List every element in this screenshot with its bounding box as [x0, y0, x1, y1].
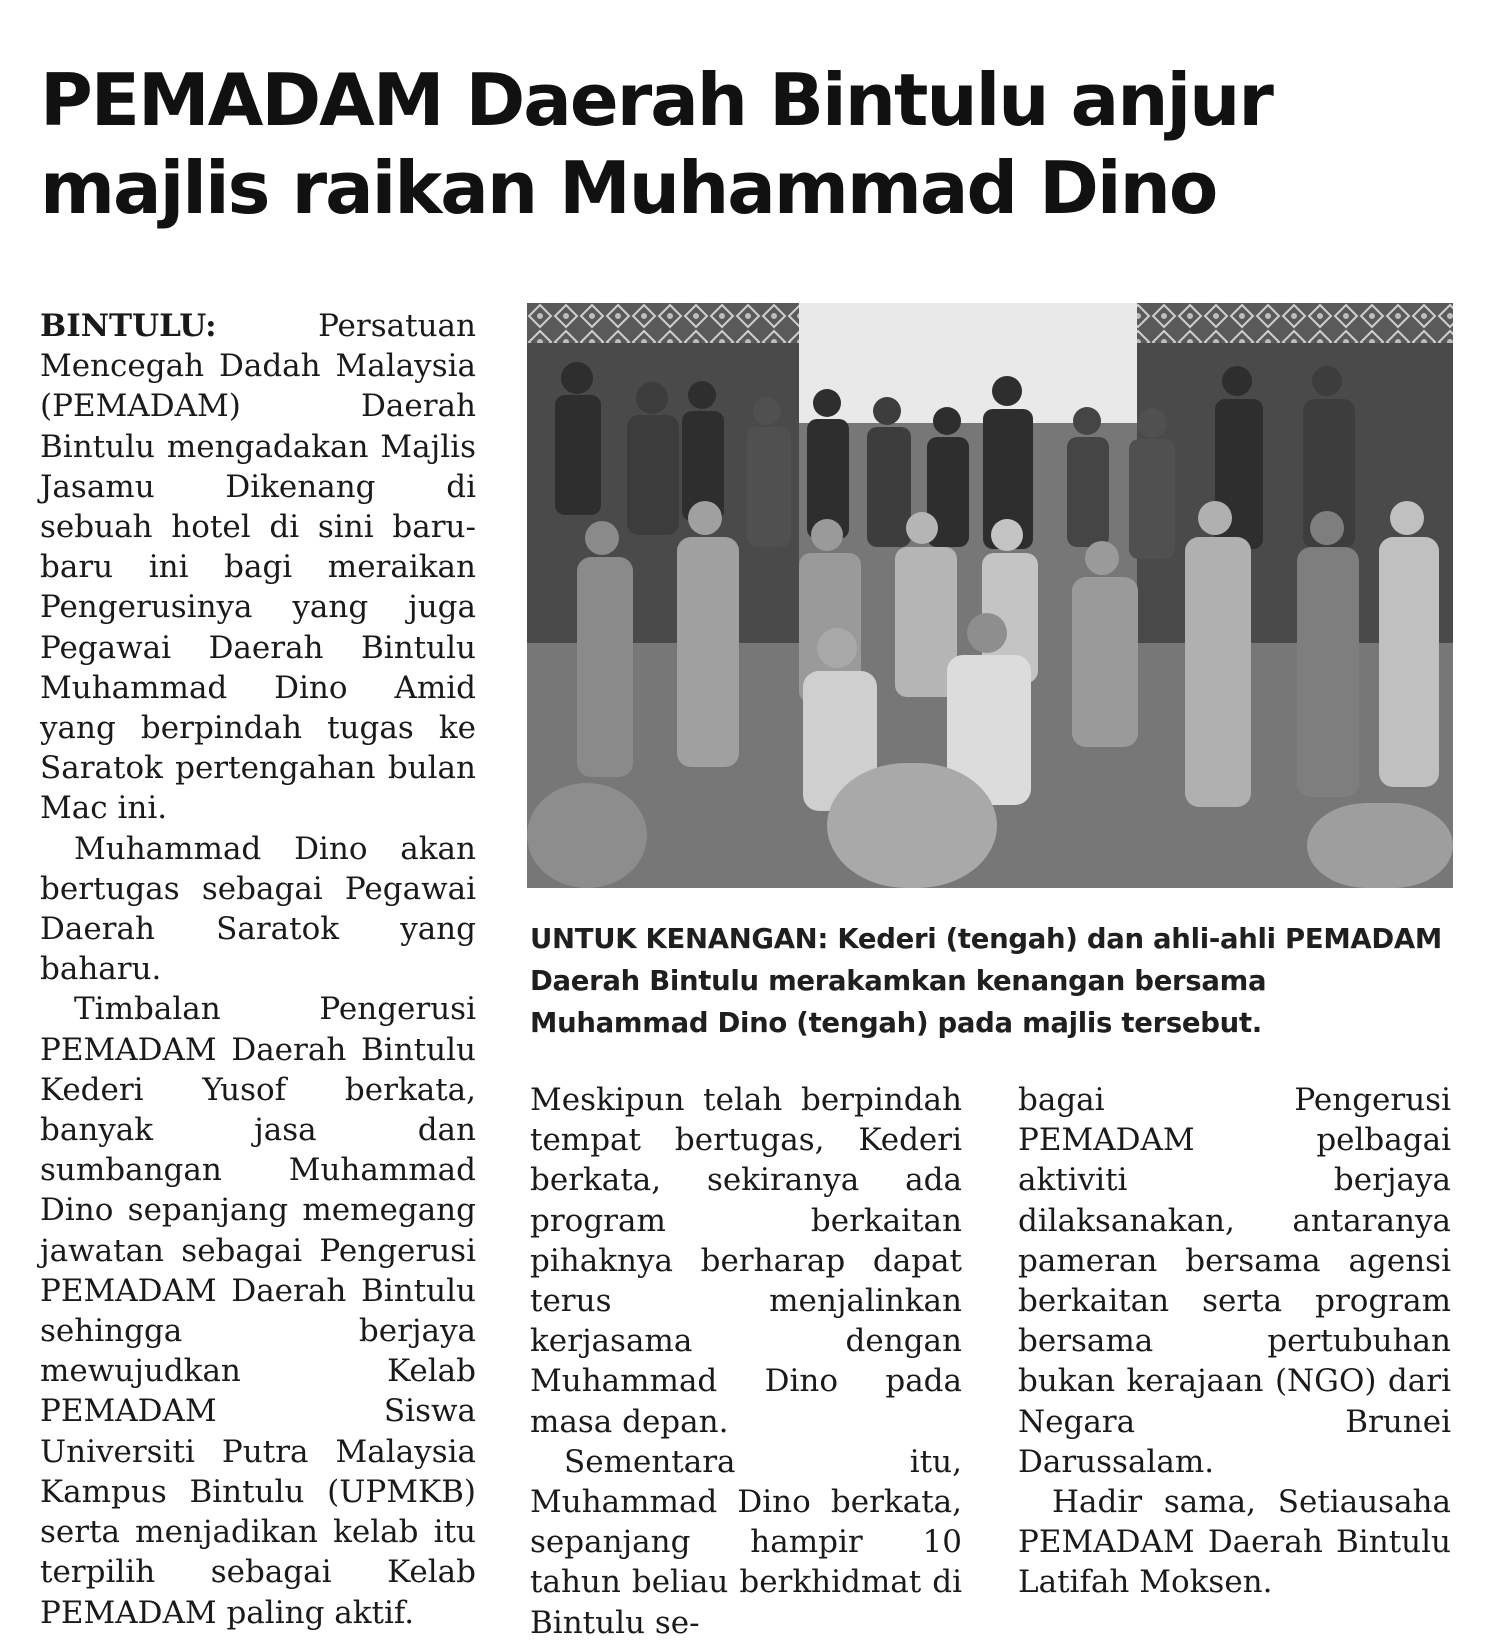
- photo-caption: UNTUK KENANGAN: Kederi (tengah) dan ahli-ahli PEMADAM Daerah Bintulu merakamkan kenangan bersama Muhammad Dino (tengah) pada majlis tersebut.: [530, 923, 1442, 1039]
- group-photo-illustration: [527, 303, 1453, 888]
- paragraph-text: Persatuan Mencegah Dadah Malaysia (PEMADAM) Daerah Bintulu mengadakan Majlis Jasamu Dikenang di sebuah hotel di sini baru-baru ini bagi meraikan Pengerusinya yang juga Pegawai Daerah Bintulu Muhammad Dino Amid yang berpindah tugas ke Saratok pertengahan bulan Mac ini.: [40, 308, 476, 827]
- paragraph: Meskipun telah berpindah tempat bertugas, Kederi berkata, sekiranya ada program berkaitan pihaknya berharap dapat terus menjalinkan kerjasama dengan Muhammad Dino pada masa depan.: [530, 1082, 962, 1440]
- paragraph: Hadir sama, Setiausaha PEMADAM Daerah Bintulu Latifah Moksen.: [1018, 1484, 1451, 1601]
- article-column-left: [40, 306, 476, 1633]
- paragraph: Sementara itu, Muhammad Dino berkata, sepanjang hampir 10 tahun beliau berkhidmat di Bintulu se-: [530, 1443, 962, 1641]
- paragraph: bagai Pengerusi PEMADAM pelbagai aktiviti berjaya dilaksanakan, antaranya pameran bersama agensi berkaitan serta program bersama pertubuhan bukan kerajaan (NGO) dari Negara Brunei Darussalam.: [1018, 1082, 1451, 1480]
- paragraph: Muhammad Dino akan bertugas sebagai Pegawai Daerah Saratok yang baharu.: [40, 830, 476, 988]
- article-column-middle: [530, 1080, 962, 1643]
- dateline: BINTULU:: [40, 308, 217, 344]
- paragraph: Timbalan Pengerusi PEMADAM Daerah Bintulu Kederi Yusof berkata, banyak jasa dan sumbangan Muhammad Dino sepanjang memegang jawatan sebagai Pengerusi PEMADAM Daerah Bintulu sehingga berjaya mewujudkan Kelab PEMADAM Siswa Universiti Putra Malaysia Kampus Bintulu (UPMKB) serta menjadikan kelab itu terpilih sebagai Kelab PEMADAM paling aktif.: [40, 991, 476, 1631]
- headline: PEMADAM Daerah Bintulu anjur majlis raikan Muhammad Dino: [40, 58, 1272, 230]
- article-column-right: [1018, 1080, 1451, 1603]
- event-photo: [527, 303, 1453, 888]
- lead-paragraph: [40, 306, 476, 829]
